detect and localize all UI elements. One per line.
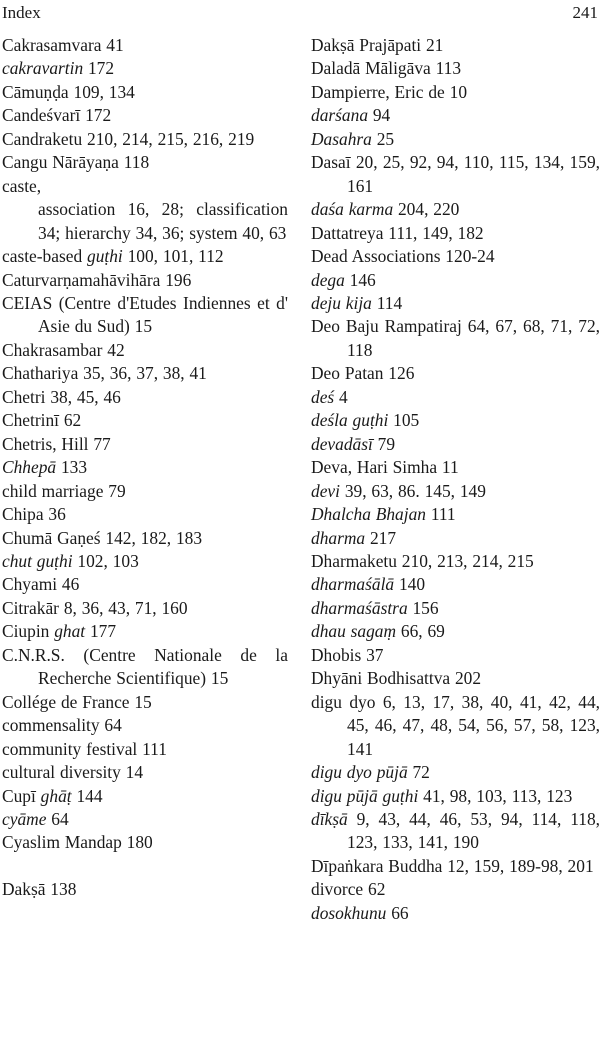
index-entry <box>311 386 600 409</box>
index-text: Deo Baju Rampatiraj 64, 67, 68, 71, 72, 118 <box>311 316 600 360</box>
index-text: digu dyo 6, 13, 17, 38, 40, 41, 42, 44, 45, 46, 47, 48, 54, 56, 57, 58, 123, 141 <box>311 691 600 759</box>
index-text: Dhyāni Bodhisattva 202 <box>311 668 482 689</box>
index-text: Dharmaketu 210, 213, 214, 215 <box>311 550 534 571</box>
index-entry <box>2 292 288 339</box>
index-entry <box>2 573 288 596</box>
index-term-italic: dharmaśālā <box>311 574 395 595</box>
index-text: 4 <box>334 386 348 407</box>
index-entry <box>2 644 288 691</box>
index-text: Dīpaṅkara Buddha 12, 159, 189-98, 201 <box>311 855 594 876</box>
index-entry <box>2 339 288 362</box>
index-text: Cangu Nārāyaṇa 118 <box>2 152 150 173</box>
index-text: Chathariya 35, 36, 37, 38, 41 <box>2 363 207 384</box>
index-text: cultural diversity 14 <box>2 762 144 783</box>
index-column-right <box>311 34 600 925</box>
index-entry <box>311 315 600 362</box>
index-entry <box>2 691 288 714</box>
index-term-italic: Dhalcha Bhajan <box>311 504 426 525</box>
index-entry <box>311 785 600 808</box>
index-text: Candeśvarī 172 <box>2 105 112 126</box>
index-entry <box>2 151 288 174</box>
index-text: Chetrinī 62 <box>2 410 82 431</box>
index-text: Deo Patan 126 <box>311 363 415 384</box>
index-entry <box>2 878 288 901</box>
index-entry <box>311 527 600 550</box>
index-term-italic: dharma <box>311 527 366 548</box>
index-entry <box>311 573 600 596</box>
index-entry <box>2 362 288 385</box>
index-text: Cakrasamvara 41 <box>2 35 124 55</box>
index-entry <box>2 480 288 503</box>
index-term-italic: digu dyo pūjā <box>311 762 408 783</box>
index-entry <box>2 738 288 761</box>
index-entry <box>2 269 288 292</box>
index-text: caste, <box>2 175 42 196</box>
index-entry <box>2 503 288 526</box>
index-entry <box>2 714 288 737</box>
index-term-italic: digu pūjā guṭhi <box>311 785 419 806</box>
index-text: Dhobis 37 <box>311 644 384 665</box>
index-entry <box>2 831 288 854</box>
index-text: 66, 69 <box>396 621 445 642</box>
index-term-italic: Dasahra <box>311 128 372 149</box>
index-term-italic: deśla guṭhi <box>311 410 389 431</box>
index-text: divorce 62 <box>311 879 386 900</box>
index-entry <box>2 785 288 808</box>
index-text: 72 <box>407 762 430 783</box>
index-term-italic: guṭhi <box>87 246 123 267</box>
index-entry <box>311 808 600 855</box>
index-entry <box>311 198 600 221</box>
index-text: Chetri 38, 45, 46 <box>2 386 121 407</box>
index-entry <box>311 902 600 925</box>
page-number: 241 <box>572 3 598 22</box>
index-text: 204, 220 <box>393 199 460 220</box>
index-text: 172 <box>83 58 115 79</box>
index-entry <box>311 456 600 479</box>
index-text: child marriage 79 <box>2 480 126 501</box>
index-text: Ciupin <box>2 621 55 642</box>
index-text: 102, 103 <box>72 550 139 571</box>
index-text: 94 <box>368 105 391 126</box>
index-text: 41, 98, 103, 113, 123 <box>418 785 573 806</box>
index-term-italic: dīkṣā <box>311 808 348 829</box>
index-term-italic: dosokhunu <box>311 902 387 923</box>
index-term-italic: cyāme <box>2 808 47 829</box>
index-text: Chumā Gaṇeś 142, 182, 183 <box>2 527 203 548</box>
index-entry <box>311 292 600 315</box>
index-entry <box>2 808 288 831</box>
index-entry <box>311 104 600 127</box>
index-entry <box>2 527 288 550</box>
index-term-italic: ghat <box>54 621 86 642</box>
index-text: 217 <box>365 527 397 548</box>
index-term-italic: darśana <box>311 105 369 126</box>
index-text: 146 <box>344 269 376 290</box>
index-entry <box>2 433 288 456</box>
index-entry <box>311 503 600 526</box>
index-text: Chetris, Hill 77 <box>2 433 111 454</box>
index-entry <box>311 128 600 151</box>
index-entry <box>311 667 600 690</box>
index-text: CEIAS (Centre d'Etudes Indiennes et d' Asie du Sud) 15 <box>2 292 288 337</box>
index-entry <box>2 245 288 268</box>
index-entry <box>2 175 288 198</box>
index-term-italic: deś <box>311 386 335 407</box>
index-text: 64 <box>46 808 69 829</box>
index-entry <box>2 128 288 151</box>
index-text: 133 <box>56 457 88 478</box>
running-head <box>0 0 600 26</box>
index-text: 156 <box>407 597 439 618</box>
index-entry <box>311 644 600 667</box>
index-text: Cupī <box>2 785 41 806</box>
index-entry <box>311 550 600 573</box>
index-text: 114 <box>371 292 403 313</box>
index-term-italic: deju kija <box>311 292 372 313</box>
index-text: Cāmuṇḍa 109, 134 <box>2 81 135 102</box>
index-entry <box>311 597 600 620</box>
index-text: association 16, 28; classification 34; hierarchy 34, 36; system 40, 63 <box>38 199 288 243</box>
index-text: 140 <box>394 574 426 595</box>
index-entry <box>311 620 600 643</box>
index-entry <box>311 269 600 292</box>
index-text: 144 <box>71 785 103 806</box>
index-entry <box>2 620 288 643</box>
index-text: Candraketu 210, 214, 215, 216, 219 <box>2 128 255 149</box>
index-entry <box>311 855 600 878</box>
index-text: Daladā Māligāva 113 <box>311 58 462 79</box>
index-text: 39, 63, 86. 145, 149 <box>339 480 486 501</box>
index-text: Dampierre, Eric de 10 <box>311 81 468 102</box>
index-text: 105 <box>388 410 420 431</box>
index-term-italic: ghāṭ <box>40 785 72 806</box>
index-text: Caturvarṇamahāvihāra 196 <box>2 269 192 290</box>
index-text: Dattatreya 111, 149, 182 <box>311 222 484 243</box>
index-entry <box>311 691 600 761</box>
index-term-italic: dharmaśāstra <box>311 597 408 618</box>
index-text: C.N.R.S. (Centre Nationale de la Recherche Scientifique) 15 <box>2 644 288 689</box>
index-text: 177 <box>85 621 117 642</box>
index-term-italic: devadāsī <box>311 433 373 454</box>
index-text: Dakṣā Prajāpati 21 <box>311 35 444 55</box>
index-term-italic: devi <box>311 480 340 501</box>
index-text: commensality 64 <box>2 715 122 736</box>
index-entry <box>2 409 288 432</box>
index-text: Deva, Hari Simha 11 <box>311 457 459 478</box>
index-text: Chakrasambar 42 <box>2 339 125 360</box>
index-term-italic: chut guṭhi <box>2 550 73 571</box>
index-text: Dakṣā 138 <box>2 879 77 900</box>
index-term-italic: dhau sagaṃ <box>311 621 397 642</box>
index-text: 66 <box>386 902 409 923</box>
index-entry <box>2 386 288 409</box>
index-text: Chipa 36 <box>2 504 66 525</box>
index-entry <box>2 550 288 573</box>
index-text: community festival 111 <box>2 738 167 759</box>
index-entry <box>2 81 288 104</box>
index-subentry <box>2 198 288 245</box>
index-entry <box>2 456 288 479</box>
index-entry <box>2 761 288 784</box>
index-entry <box>311 57 600 80</box>
index-text: Citrakār 8, 36, 43, 71, 160 <box>2 597 188 618</box>
index-text: Cyaslim Mandap 180 <box>2 832 153 853</box>
index-entry <box>2 34 288 57</box>
index-entry <box>311 878 600 901</box>
running-head-title: Index <box>2 3 41 22</box>
index-entry <box>311 761 600 784</box>
index-text: 100, 101, 112 <box>122 246 224 267</box>
index-entry <box>311 151 600 198</box>
index-entry <box>311 81 600 104</box>
index-text: Dasaī 20, 25, 92, 94, 110, 115, 134, 159, 161 <box>311 152 600 196</box>
index-entry <box>2 104 288 127</box>
index-entry <box>2 597 288 620</box>
index-entry <box>311 34 600 57</box>
index-text: 79 <box>372 433 396 454</box>
index-term-italic: dega <box>311 269 345 290</box>
index-entry <box>311 245 600 268</box>
index-column-left <box>2 34 288 902</box>
index-entry <box>311 362 600 385</box>
index-term-italic: daśa karma <box>311 199 394 220</box>
index-entry <box>2 57 288 80</box>
index-text: 111 <box>425 504 456 525</box>
index-entry <box>311 222 600 245</box>
index-term-italic: Chhepā <box>2 457 57 478</box>
index-entry <box>311 409 600 432</box>
index-entry <box>311 480 600 503</box>
index-entry <box>311 433 600 456</box>
index-text: 25 <box>371 128 395 149</box>
index-text: 9, 43, 44, 46, 53, 94, 114, 118, 123, 133, 141, 190 <box>347 808 600 853</box>
index-term-italic: cakravartin <box>2 58 84 79</box>
index-text: Collége de France 15 <box>2 691 152 712</box>
index-text: Dead Associations 120-24 <box>311 246 495 267</box>
index-text: caste-based <box>2 246 87 267</box>
index-text: Chyami 46 <box>2 574 80 595</box>
